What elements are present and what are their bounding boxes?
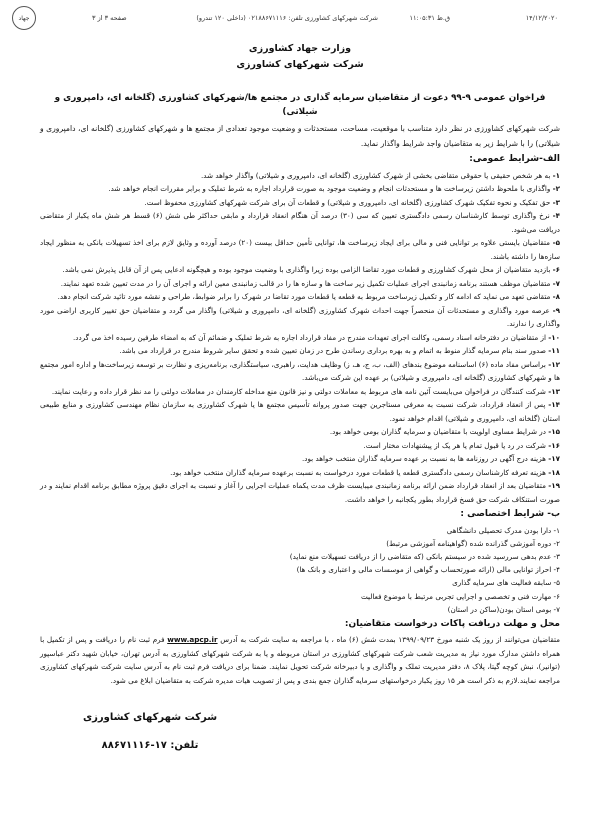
general-condition-item bbox=[40, 290, 560, 304]
item-number: ۷- bbox=[552, 278, 560, 288]
item-number: ۱۸- bbox=[548, 467, 560, 477]
announcement-headline: فراخوان عمومی ۹-۹۹ دعوت از متقاضیان سرمایه گذاری در مجتمع ها/شهرکهای کشاورزی (گلخانه ای، دامپروری و شیلاتی) bbox=[54, 93, 546, 117]
general-condition-item bbox=[40, 331, 560, 345]
item-number: ۳- bbox=[552, 197, 560, 207]
general-condition-item bbox=[40, 263, 560, 277]
item-number: ۹- bbox=[552, 305, 560, 315]
submission-title: محل و مهلت دریافت پاکات درخواست متقاضیان: bbox=[344, 618, 560, 629]
item-text: متقاضیان موظف هستند برنامه زمانبندی اجرای عملیات تکمیل زیر ساخت ها و سازه ها را در قالب زمانبندی معین ارائه و اجرای آن را در مدت تعیین شده تعهد نمایند. bbox=[60, 278, 553, 288]
item-text: متقاضیان بعد از انعقاد قرارداد ضمن ارائه برنامه زمانبندی میبایست ظرف مدت یکماه عملیات اجرایی را آغاز و نسبت به اجرای دقیق پروژه مطابق برنامه اقدام نمایند و در صورت استنکاف شرکت حق فسخ قرارداد بطور یکجانبه را خواهد داشت. bbox=[40, 481, 560, 504]
general-condition-item bbox=[40, 344, 560, 358]
special-condition-item: ۱- دارا بودن مدرک تحصیلی دانشگاهی bbox=[446, 525, 560, 535]
item-text: براساس مفاد ماده (۶) اساسنامه موضوع بندهای (الف، ب، ج، هـ، ز) وظایف هدایت، راهبری، سیاستگذاری، برنامه‌ریزی و نظارت بر توسعه زیرساخت‌ها و اداره امور مجتمع ها و شهرکهای کشاورزی (گلخانه ای، دامپروری و شیلاتی) بر عهده این شرکت می‌باشد. bbox=[40, 359, 560, 382]
general-condition-item bbox=[40, 209, 560, 236]
item-number: ۶- bbox=[552, 265, 560, 274]
special-conditions-title: ب- شرایط اختصاصی : bbox=[460, 509, 560, 519]
item-text: بازدید متقاضیان از محل شهرک کشاورزی و قطعات مورد تقاضا الزامی بوده زیرا واگذاری با وضعیت موجود بوده و هیچگونه ادعایی پس از آن قابل پذیرش نمی باشد. bbox=[62, 265, 553, 274]
general-condition-item bbox=[40, 196, 560, 210]
submission-paragraph bbox=[40, 633, 560, 687]
item-number: ۱۳- bbox=[548, 386, 560, 396]
item-text: هزینه تعرفه کارشناسان رسمی دادگستری قطعه یا قطعات مورد درخواست به نسبت برعهده سرمایه گذاران منتخب خواهد بود. bbox=[170, 467, 549, 477]
general-condition-item bbox=[40, 236, 560, 263]
item-number: ۱۰- bbox=[548, 332, 560, 342]
fax-company-phone: شرکت شهرکهای کشاورزی تلفن: ۰۲۱۸۸۶۷۱۱۱۶ (داخلی ۱۲۰ تندرو) bbox=[196, 14, 378, 22]
general-condition-item bbox=[40, 182, 560, 196]
special-conditions-list bbox=[40, 524, 560, 616]
item-text: از متقاضیان در دفترخانه اسناد رسمی، وکالت اجرای تعهدات مندرج در مفاد قرارداد اجاره به شرط تملیک و ضمائم آن که به امضاء طرفین رسیده اخذ می گردد. bbox=[73, 332, 549, 342]
signature-company: شرکت شهرکهای کشاورزی bbox=[82, 712, 218, 723]
general-condition-item bbox=[40, 398, 560, 425]
general-condition-item bbox=[40, 277, 560, 291]
general-condition-item bbox=[40, 304, 560, 331]
jahad-logo-icon: جهاد bbox=[12, 6, 36, 30]
item-text: متقاضی تعهد می نماید که ادامه کار و تکمیل زیرساخت مربوط به قطعه یا قطعات مورد تقاضا در شهرک را برابر ضوابط، طراحی و نقشه مورد تائید شرکت انجام دهد. bbox=[57, 292, 553, 301]
item-number: ۸- bbox=[552, 292, 560, 301]
item-text: به هر شخص حقیقی یا حقوقی متقاضی بخشی از شهرک کشاورزی (گلخانه ای، دامپروری و شیلاتی) واگذار خواهد شد. bbox=[200, 170, 553, 180]
item-number: ۱- bbox=[552, 170, 560, 180]
item-number: ۱۵- bbox=[548, 427, 560, 436]
fax-header bbox=[0, 14, 600, 28]
general-conditions-title: الف-شرایط عمومی: bbox=[469, 154, 560, 164]
signature-phone: تلفن: ۱۷-۸۸۶۷۱۱۱۶ bbox=[101, 740, 199, 751]
company-title: شرکت شهرکهای کشاورزی bbox=[236, 59, 364, 70]
item-text: هزینه درج آگهی در روزنامه ها به نسبت بر عهده سرمایه گذاران منتخب خواهد بود. bbox=[301, 454, 549, 463]
title-block bbox=[0, 41, 600, 73]
item-number: ۱۶- bbox=[548, 440, 560, 450]
item-text: حق تفکیک و نحوه تفکیک شهرک کشاورزی (گلخانه ای، دامپروری و شیلاتی) و قطعات آن برای شرکت شهرکهای کشاورزی محفوظ است. bbox=[144, 197, 553, 207]
general-condition-item bbox=[40, 169, 560, 183]
item-number: ۱۷- bbox=[548, 454, 560, 463]
general-condition-item bbox=[40, 452, 560, 466]
item-number: ۱۲- bbox=[548, 359, 560, 369]
item-text: شرکت در رد یا قبول تمام یا هر یک از پیشنهادات مختار است. bbox=[363, 440, 549, 450]
special-condition-item: ۷- بومی استان بودن(ساکن در استان) bbox=[447, 604, 560, 614]
submission-text-end: فرم ثبت نام را دریافت و پس از تکمیل با همراه داشتن مدارک مورد نیاز به مدیریت شعب شرکت شهرکهای کشاورزی در استان مربوطه و یا به شرکت شهرکهای کشاورزی به آدرس تهران، خیابان شهید دکتر عباسپور (توانیر)، نبش کوچه گیتا، پلاک ۸، دفتر مدیریت تملک و واگذاری و یا دبیرخانه شرکت تحویل نمایند. ضمنا برای دریافت فرم ثبت نام به آدرس سایت شرکت شهرکهای کشاورزی مراجعه نمایند.لازم به ذکر است هر ۱۵ روز یکبار درخواستهای سرمایه گذاران جمع بندی و پس از تصویب هیات مدیره شرکت به متقاضیان ابلاغ می شود. bbox=[40, 635, 560, 685]
general-condition-item bbox=[40, 358, 560, 385]
item-number: ۱۱- bbox=[548, 346, 560, 355]
fax-page-number: صفحه ۳ از ۳ bbox=[92, 14, 127, 22]
item-text: صدور سند بنام سرمایه گذار منوط به اتمام و به بهره برداری رساندن طرح در زمان تعیین شده و تحقق سایر شروط مندرج در قرارداد می باشد. bbox=[119, 346, 549, 355]
item-text: عرصه مورد واگذاری و مستحدثات آن منحصراً جهت احداث شهرک کشاورزی (گلخانه ای، دامپروری و شیلاتی) واگذار می گردد و متقاضیان حق تغییر کاربری اراضی مورد واگذاری را ندارند. bbox=[40, 305, 560, 328]
general-conditions-list bbox=[40, 169, 560, 507]
ministry-title: وزارت جهاد کشاورزی bbox=[248, 43, 352, 54]
item-number: ۱۹- bbox=[548, 481, 560, 490]
item-text: در شرایط مساوی اولویت با متقاضیان و سرمایه گذاران بومی خواهد بود. bbox=[329, 427, 549, 436]
item-number: ۱۴- bbox=[548, 400, 560, 409]
special-condition-item: ۴- احراز توانایی مالی (ارائه صورتحساب و گواهی از موسسات مالی و اعتباری و بانک ها) bbox=[296, 565, 560, 575]
item-text: نرخ واگذاری توسط کارشناسان رسمی دادگستری تعیین که سی (۳۰) درصد آن هنگام انعقاد قرارداد و مابقی حداکثر طی شش (۶) قسط هر شش ماه یکبار از متقاضی دریافت می‌شود. bbox=[40, 211, 560, 234]
general-condition-item bbox=[40, 439, 560, 453]
general-condition-item bbox=[40, 425, 560, 439]
special-condition-item: ۲- دوره آموزشی گذرانده شده (گواهینامه آموزشی مرتبط) bbox=[386, 538, 560, 548]
intro-paragraph: شرکت شهرکهای کشاورزی در نظر دارد متناسب با موقعیت، مساحت، مستحدثات و وضعیت موجود تعدادی از مجتمع ها و شهرکهای کشاورزی (گلخانه ای، دامپروری و شیلاتی) را با شرایط زیر به متقاضیان واجد شرایط واگذار نماید. bbox=[40, 124, 560, 148]
general-condition-item bbox=[40, 479, 560, 506]
general-condition-item bbox=[40, 385, 560, 399]
fax-date: ۱۴/۱۲/۲۰۲۰ bbox=[525, 14, 558, 22]
submission-text-start: متقاضیان می‌توانند از روز یک شنبه مورخ ۱۳۹۹/۰۹/۲۳ بمدت شش (۶) ماه ، با مراجعه به سایت شرکت به آدرس bbox=[217, 635, 561, 645]
special-condition-item: ۳- عدم بدهی سررسید شده در سیستم بانکی (که متقاضی را از دریافت تسهیلات منع نماید) bbox=[289, 551, 560, 561]
item-text: پس از انعقاد قرارداد، شرکت نسبت به معرفی مستاجرین جهت صدور پروانه تأسیس مجتمع ها یا شهرک کشاورزی به سازمان نظام مهندسی کشاورزی و منابع طبیعی استان (گلخانه ای، دامپروری و شیلاتی) اقدام خواهد نمود. bbox=[40, 400, 560, 423]
item-number: ۵- bbox=[552, 238, 560, 247]
special-condition-item: ۶- مهارت فنی و تخصصی و اجرایی تجربی مرتبط با موضوع فعالیت bbox=[361, 591, 560, 601]
general-condition-item bbox=[40, 466, 560, 480]
document-body bbox=[40, 92, 560, 687]
item-text: متقاضیان بایستی علاوه بر توانایی فنی و مالی برای ایجاد زیرساخت ها، توانایی تأمین حداقل بیست (۲۰) درصد آورده و وثایق لازم برای اخذ تسهیلات بانکی به منظور ایجاد سازه‌ها را داشته باشند. bbox=[40, 238, 560, 261]
item-text: واگذاری با ملحوظ داشتن زیرساخت ها و مستحدثات انجام و وضعیت موجود به صورت قرارداد اجاره به شرط تملیک و برابر مقررات انجام خواهد شد. bbox=[108, 184, 553, 193]
item-number: ۴- bbox=[552, 211, 560, 220]
item-number: ۲- bbox=[552, 184, 560, 193]
item-text: شرکت کنندگان در فراخوان می‌بایست آئین نامه های مربوط به معاملات دولتی و نیز قانون منع مداخله کارمندان در معاملات دولتی را مد نظر قرار داده و رعایت نمایند. bbox=[51, 386, 549, 396]
special-condition-item: ۵- سابقه فعالیت های سرمایه گذاری bbox=[452, 578, 560, 588]
fax-time: ق.ظ ۱۱:۰۵:۳۱ bbox=[409, 14, 450, 22]
website-link[interactable]: www.apcp.ir bbox=[167, 635, 218, 645]
